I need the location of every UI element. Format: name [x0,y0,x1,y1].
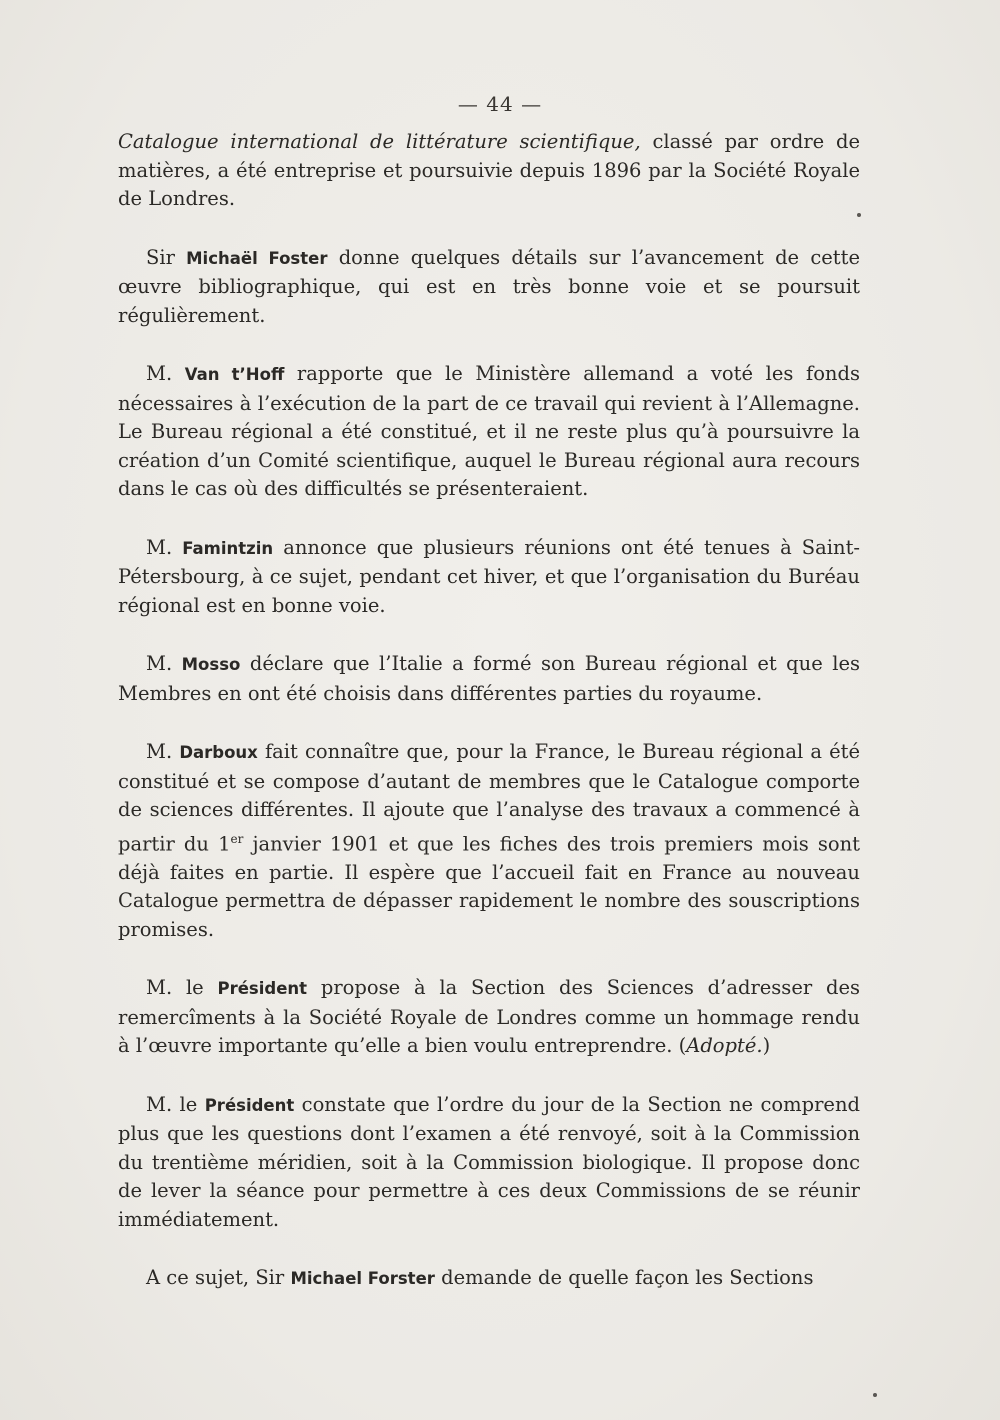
paragraph-vanthoff [118,360,860,504]
paragraph-darboux [118,738,860,944]
paragraph-famintzin [118,534,860,621]
paragraph-forster-question [118,1264,860,1294]
page-number: — 44 — [457,92,543,116]
paragraph-text: déclare que l’Italie a formé son Bureau régional et que les Membres en ont été choisis dans différentes parties du royaume. [118,652,860,705]
paragraph-text: donne quelques détails sur l’avancement de cette œuvre bibliographique, qui est en très bonne voie et se poursuit régulièrement. [118,245,860,327]
paragraph-president-agenda [118,1091,860,1235]
paragraph-foster [118,244,860,331]
paper-speck [873,1393,877,1397]
speaker-prefix: M. [146,652,182,675]
paragraph-text: rapporte que le Ministère allemand a voté les fonds nécessaires à l’exécution de la part de ce travail qui revient à l’Allemagne. Le Bureau régional a été constitué, et il ne reste plus qu’à poursuivre la création d’un Comité scientifique, auquel le Bureau régional aura recours dans le cas où des difficultés se présenteraient. [118,362,860,500]
ordinal-suffix: er [230,831,244,846]
speaker-prefix: M. [146,535,183,559]
speaker-name: Michaël Foster [186,248,328,268]
speaker-name: Van t’Hoff [184,365,285,384]
paragraph-text: janvier 1901 et que les fiches des trois premiers mois sont déjà faites en partie. Il espère que l’accueil fait en France au nouveau Catalogue permettra de dépasser rapidement le nombre des souscriptions promises. [118,832,860,941]
body-text [118,128,860,1324]
speaker-name: Mosso [181,655,241,674]
paragraph-catalogue [118,128,860,214]
speaker-prefix: M. [146,740,180,763]
speaker-prefix: M. le [146,1092,205,1116]
speaker-name: Michael Forster [290,1269,435,1288]
paragraph-text: annonce que plusieurs réunions ont été tenues à Saint-Pétersbourg, à ce sujet, pendant cet hiver, et que l’organisation du Buréau régional est en bonne voie. [118,535,861,617]
speaker-prefix: M. le [146,976,218,999]
catalogue-title: Catalogue international de littérature scientifique, [118,130,641,153]
paragraph-mosso [118,650,860,708]
paragraph-text: classé par ordre de matières, a été entreprise et poursuivie depuis 1896 par la Société Royale de Londres. [118,130,860,210]
speaker-name: Président [217,979,308,998]
speaker-prefix: M. [146,362,185,385]
paragraph-text: fait connaître que, pour la France, le Bureau régional a été constitué et se compose d’autant de membres que le Catalogue comporte de sciences différentes. Il ajoute que l’analyse des travaux a commencé à partir du 1 [118,740,861,855]
paragraph-president-proposal [118,974,860,1061]
speaker-name: Darboux [179,743,258,762]
paragraph-text: demande de quelle façon les Sections [434,1266,814,1289]
paragraph-text: propose à la Section des Sciences d’adresser des remercîments à la Société Royale de Londres comme un hommage rendu à l’œuvre importante qu’elle a bien voulu entreprendre. ( [118,976,860,1057]
speaker-name: Président [204,1095,295,1115]
speaker-name: Famintzin [182,538,274,558]
paragraph-text: constate que l’ordre du jour de la Section ne comprend plus que les questions dont l’examen a été renvoyé, soit à la Commission du trentième méridien, soit à la Commission biologique. Il propose donc de lever la séance pour permettre à ces deux Commissions de se réunir immédiatement. [118,1092,860,1231]
adopted-note: Adopté. [686,1034,763,1057]
speaker-prefix: A ce sujet, Sir [146,1266,291,1289]
paper-speck [857,213,861,217]
speaker-prefix: Sir [146,245,187,269]
closing-parenthesis: ) [762,1034,771,1057]
